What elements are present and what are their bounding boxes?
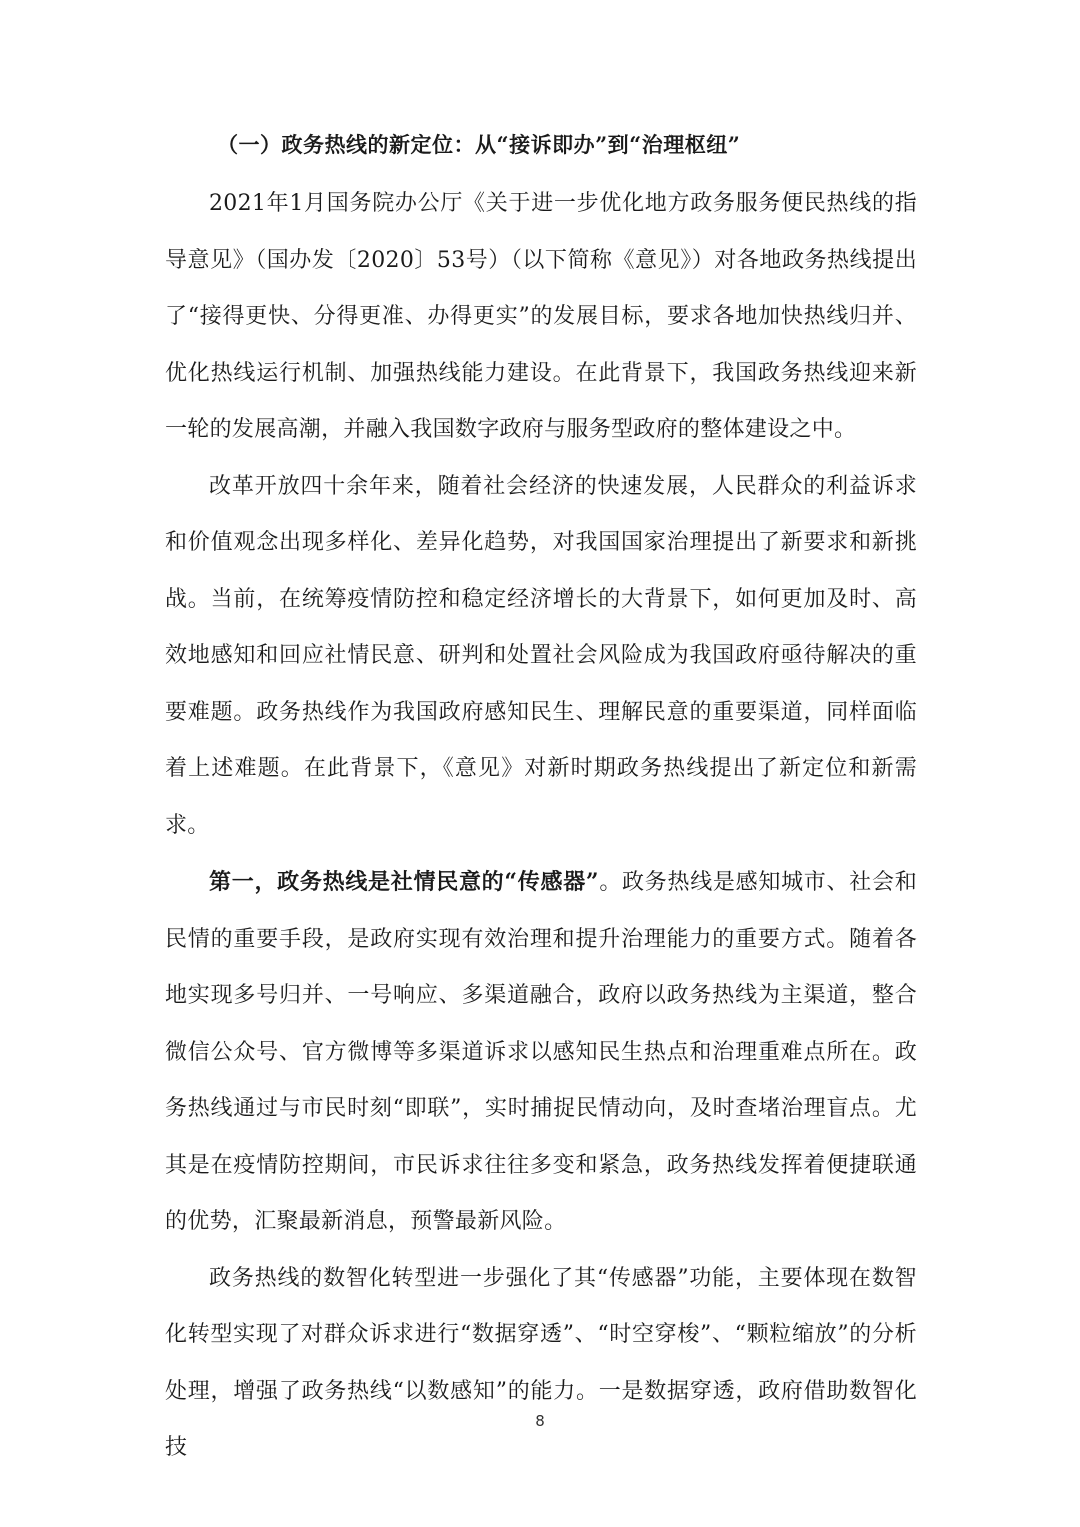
paragraph-2: 改革开放四十余年来，随着社会经济的快速发展，人民群众的利益诉求和价值观念出现多样化、差异化趋势，对我国国家治理提出了新要求和新挑战。当前，在统筹疫情防控和稳定经济增长的大背景下，如何更加及时、高效地感知和回应社情民意、研判和处置社会风险成为我国政府亟待解决的重要难题。政务热线作为我国政府感知民生、理解民意的重要渠道，同样面临着上述难题。在此背景下，《意见》对新时期政务热线提出了新定位和新需求。 bbox=[165, 473, 917, 838]
section-heading: （一）政务热线的新定位：从“接诉即办”到“治理枢纽” bbox=[217, 132, 741, 157]
paragraph-1: 2021年1月国务院办公厅《关于进一步优化地方政务服务便民热线的指导意见》（国办发〔2020〕53号）（以下简称《意见》）对各地政务热线提出了“接得更快、分得更准、办得更实”的发展目标，要求各地加快热线归并、优化热线运行机制、加强热线能力建设。在此背景下，我国政务热线迎来新一轮的发展高潮，并融入我国数字政府与服务型政府的整体建设之中。 bbox=[165, 191, 917, 442]
paragraph-3-body: 。政务热线是感知城市、社会和民情的重要手段，是政府实现有效治理和提升治理能力的重要方式。随着各地实现多号归并、一号响应、多渠道融合，政府以政务热线为主渠道，整合微信公众号、官方微博等多渠道诉求以感知民生热点和治理重难点所在。政务热线通过与市民时刻“即联”，实时捕捉民情动向，及时查堵治理盲点。尤其是在疫情防控期间，市民诉求往往多变和紧急，政务热线发挥着便捷联通的优势，汇聚最新消息，预警最新风险。 bbox=[165, 870, 917, 1234]
paragraph-4: 政务热线的数智化转型进一步强化了其“传感器”功能，主要体现在数智化转型实现了对群众诉求进行“数据穿透”、“时空穿梭”、“颗粒缩放”的分析处理，增强了政务热线“以数感知”的能力。一是数据穿透，政府借助数智化技 bbox=[165, 1265, 917, 1460]
paragraph-3-lead: 第一，政务热线是社情民意的“传感器” bbox=[209, 869, 599, 895]
document-page bbox=[165, 125, 917, 1477]
page-number: 8 bbox=[535, 1412, 545, 1430]
paragraph-3 bbox=[165, 854, 917, 1251]
